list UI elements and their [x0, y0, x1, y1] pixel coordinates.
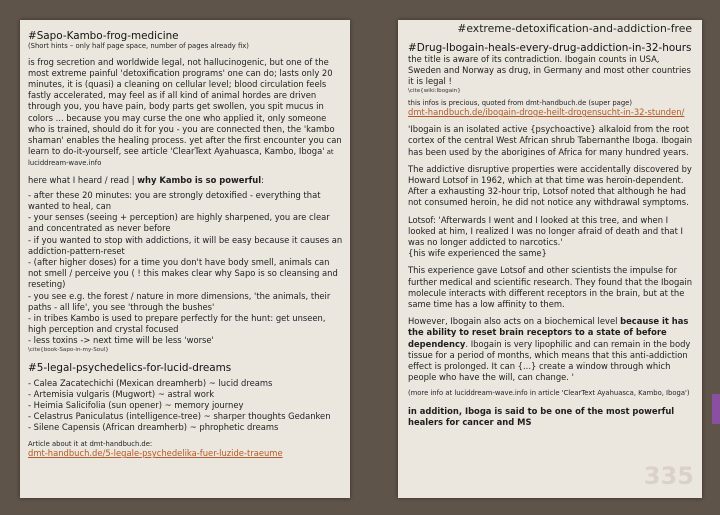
- kambo-subtitle: (Short hints – only half page space, number of pages already fix): [28, 42, 249, 50]
- article-label: Article about it at dmt-handbuch.de:: [28, 439, 153, 448]
- chapter-edge-tab: [712, 394, 720, 424]
- kambo-intro: [28, 57, 344, 169]
- kambo-citation: \cite{book-Sapo-in-my-Soul}: [28, 346, 109, 353]
- quote-link[interactable]: dmt-handbuch.de/ibogain-droge-heilt-drogensucht-in-32-stunden/: [408, 107, 685, 118]
- para-biochemical: [408, 316, 694, 383]
- left-page-content: [28, 30, 344, 459]
- psychedelics-title: #5-legal-psychedelics-for-lucid-dreams: [28, 361, 232, 374]
- chapter-header: #extreme-detoxification-and-addiction-free: [457, 22, 692, 35]
- ibogain-title: #Drug-Ibogain-heals-every-drug-addiction-in-32-hours: [408, 42, 692, 54]
- kambo-title: #Sapo-Kambo-frog-medicine: [28, 30, 179, 42]
- quote-intro: this infos is precious, quoted from dmt-handbuch.de (super page): [408, 98, 632, 107]
- psychedelics-list: - Calea Zacatechichi (Mexican dreamherb) ~ lucid dreams - Artemisia vulgaris (Mugwort) ~ astral work - Heimia Salicifolia (sun opener) ~ memory journey - Celastrus Paniculatus (intelligence-tree) ~ sharper thoughts Gedanken - Silene Capensis (African dreamherb) ~ phrophetic dreams: [28, 377, 331, 433]
- more-info-note: (more info at luciddream-wave.info in article 'ClearText Ayahuasca, Kambo, Iboga'): [408, 389, 690, 398]
- para-lotsof-quote: Lotsof: 'Afterwards I went and I looked at this tree, and when I looked at him, I realized I was no longer afraid of death and that I was no longer addicted to narcotics.': [408, 214, 683, 247]
- para-lotsof-discovery: The addictive disruptive properties were accidentally discovered by Howard Lotsof in 1962, which at that time was heroin-dependent. After a exhausting 32-hour trip, Lotsof noted that although he had not consumed heroin, he did not notice any withdrawal symptoms.: [408, 163, 692, 208]
- para-ibogain-alkaloid: 'Ibogain is an isolated active {psychoactive} alkaloid from the root cortex of the central West African shrub Tabernanthe Iboga. Ibogain has been used by the aborigines of Africa for many hundred years.: [408, 124, 693, 157]
- heard-bold: why Kambo is so powerful: [137, 174, 262, 185]
- ibogain-citation: \cite{wiki:Ibogain}: [408, 87, 461, 94]
- right-page-content: [408, 42, 694, 428]
- left-page: [20, 20, 350, 498]
- para5-bold: because it has the ability to reset brain receptors to a state of before dependency: [408, 316, 689, 349]
- closing-statement: in addition, Iboga is said to be one of the most powerful healers for cancer and MS: [408, 405, 675, 428]
- para-research: This experience gave Lotsof and other scientists the impulse for further medical and scientific research. They found that the Ibogain molecule interacts with different receptors in the brain, but at the same time has a low affinity to them.: [408, 265, 693, 309]
- right-page: [398, 20, 702, 498]
- para5-pre: However, Ibogain also acts on a biochemical level: [408, 316, 621, 327]
- heard-suffix: :: [261, 174, 264, 185]
- kambo-benefits-list: - after these 20 minutes: you are strongly detoxified - everything that wanted to heal, can - your senses (seeing + perception) are highly sharpened, you are clear and concentrated as never before - if you wanted to stop with addictions, it will be easy because it causes an addiction-pattern-reset - (after higher doses) for a time you don't have body smell, animals can not smell / perceive you ( ! this makes clear why Sapo is so cleansing and reseting) - you see e.g. the forest / nature in more dimensions, 'the animals, their paths - all life', you see 'through the bushes' - in tribes Kambo is used to prepare perfectly for the hunt: get unseen, high perception and crystal focused - less toxins -> next time will be less 'worse': [28, 189, 343, 346]
- heard-prefix: here what I heard / read |: [28, 174, 138, 185]
- para-wife-note: {his wife experienced the same}: [408, 248, 547, 259]
- kambo-heard-heading: [28, 175, 344, 186]
- para5-post: . Ibogain is very lipophilic and can remain in the body tissue for a period of months, which means that this anti-addiction effect is prolonged. It can {...} create a window through which people who have the will, can change. ': [408, 338, 691, 383]
- kambo-intro-source: at luciddream-wave.info: [28, 148, 334, 168]
- article-link[interactable]: dmt-handbuch.de/5-legale-psychedelika-fuer-luzide-traeume: [28, 448, 283, 459]
- ibogain-intro: the title is aware of its contradiction. Ibogain counts in USA, Sweden and Norway as drug, in Germany and most other countries it is legal !: [408, 54, 691, 87]
- page-number: 335: [643, 462, 694, 490]
- kambo-intro-text: is frog secretion and worldwide legal, not hallucinogenic, but one of the most extreme painful 'detoxification programs' one can do; lasts only 20 minutes, it is (quasi) a cleaning on cellular level; blood circulation feels fastly accelerated, may feel as if all kind of animal hordes are driven through you, you have pain, body parts get swollen, you spit mucus in colors ... because you may curse the one who applied it, only someone who is trained, should do it for you - you are connected then, the 'kambo shaman' enables the healing process. yet after the first encounter you can learn to do-it-yourself, see article 'ClearText Ayahuasca, Kambo, Iboga': [28, 56, 342, 157]
